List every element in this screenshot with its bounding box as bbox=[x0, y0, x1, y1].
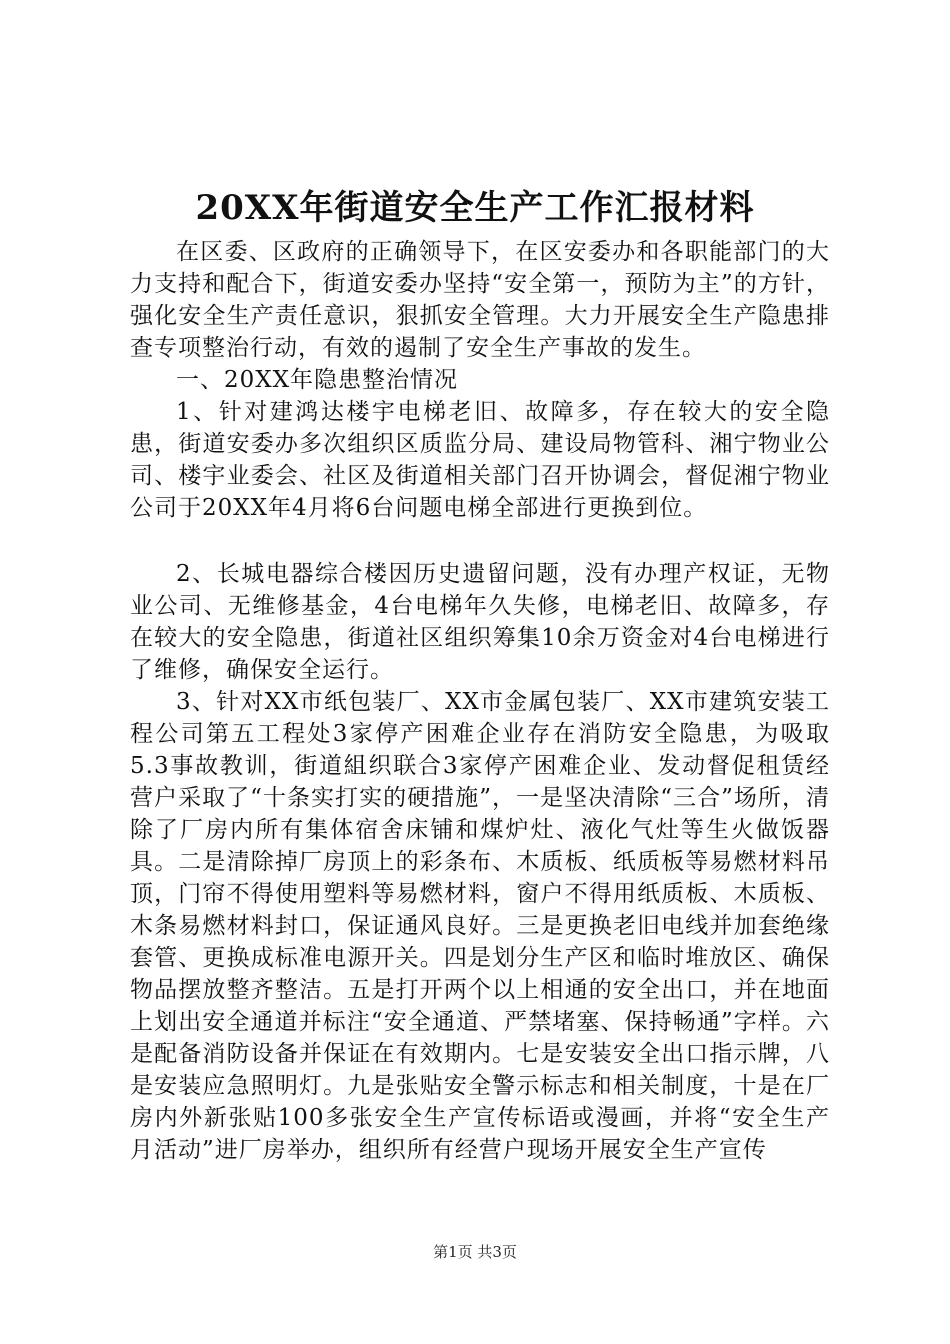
section-heading: 一、20XX年隐患整治情况 bbox=[176, 367, 459, 393]
page-number-footer: 第1页 共3页 bbox=[433, 1243, 517, 1261]
paragraph-item-3: 3、针对XX市纸包装厂、XX市金属包装厂、XX市建筑安装工程公司第五工程处3家停产困难企业存在消防安全隐患，为吸取5.3事故教训，街道組织联合3家停产困难企业、发动督促租赁经营户采取了“十条实打实的硬措施”，一是坚决清除“三合”场所，清除了厂房内所有集体宿舍床铺和煤炉灶、液化气灶等生火做饭器具。二是清除掉厂房顶上的彩条布、木质板、纸质板等易燃材料吊顶，门帘不得使用塑料等易燃材料，窗户不得用纸质板、木质板、木条易燃材料封口，保证通风良好。三是更换老旧电线并加套绝缘套管、更换成标准电源开关。四是划分生产区和临时堆放区、确保物品摆放整齐整洁。五是打开两个以上相通的安全出口，并在地面上划出安全通道并标注“安全通道、严禁堵塞、保持畅通”字样。六是配备消防设备并保证在有效期内。七是安装安全出口指示牌，八是安装应急照明灯。九是张贴安全警示标志和相关制度，十是在厂房内外新张贴100多张安全生产宣传标语或漫画，并将“安全生产月活动”进厂房举办，组织所有经营户现场开展安全生产宣传 bbox=[130, 689, 830, 1163]
paragraph-item-2: 2、长城电器综合楼因历史遗留问题，没有办理产权证，无物业公司、无维修基金，4台电梯年久失修，电梯老旧、故障多，存在较大的安全隐患，街道社区组织筹集10余万资金对4台电梯进行了维修，确保安全运行。 bbox=[130, 561, 830, 683]
paragraph-item-1: 1、针对建鸿达楼宇电梯老旧、故障多，存在较大的安全隐患，街道安委办多次组织区质监分局、建设局物管科、湘宁物业公司、楼宇业委会、社区及街道相关部门召开协调会，督促湘宁物业公司于20XX年4月将6台问题电梯全部进行更换到位。 bbox=[130, 399, 830, 521]
document-title: 20XX年街道安全生产工作汇报材料 bbox=[195, 188, 755, 228]
paragraph-intro: 在区委、区政府的正确领导下，在区安委办和各职能部门的大力支持和配合下，街道安委办坚持“安全第一，预防为主”的方针，强化安全生产责任意识，狠抓安全管理。大力开展安全生产隐患排查专项整治行动，有效的遏制了安全生产事故的发生。 bbox=[130, 239, 830, 361]
document-body bbox=[130, 236, 830, 1166]
